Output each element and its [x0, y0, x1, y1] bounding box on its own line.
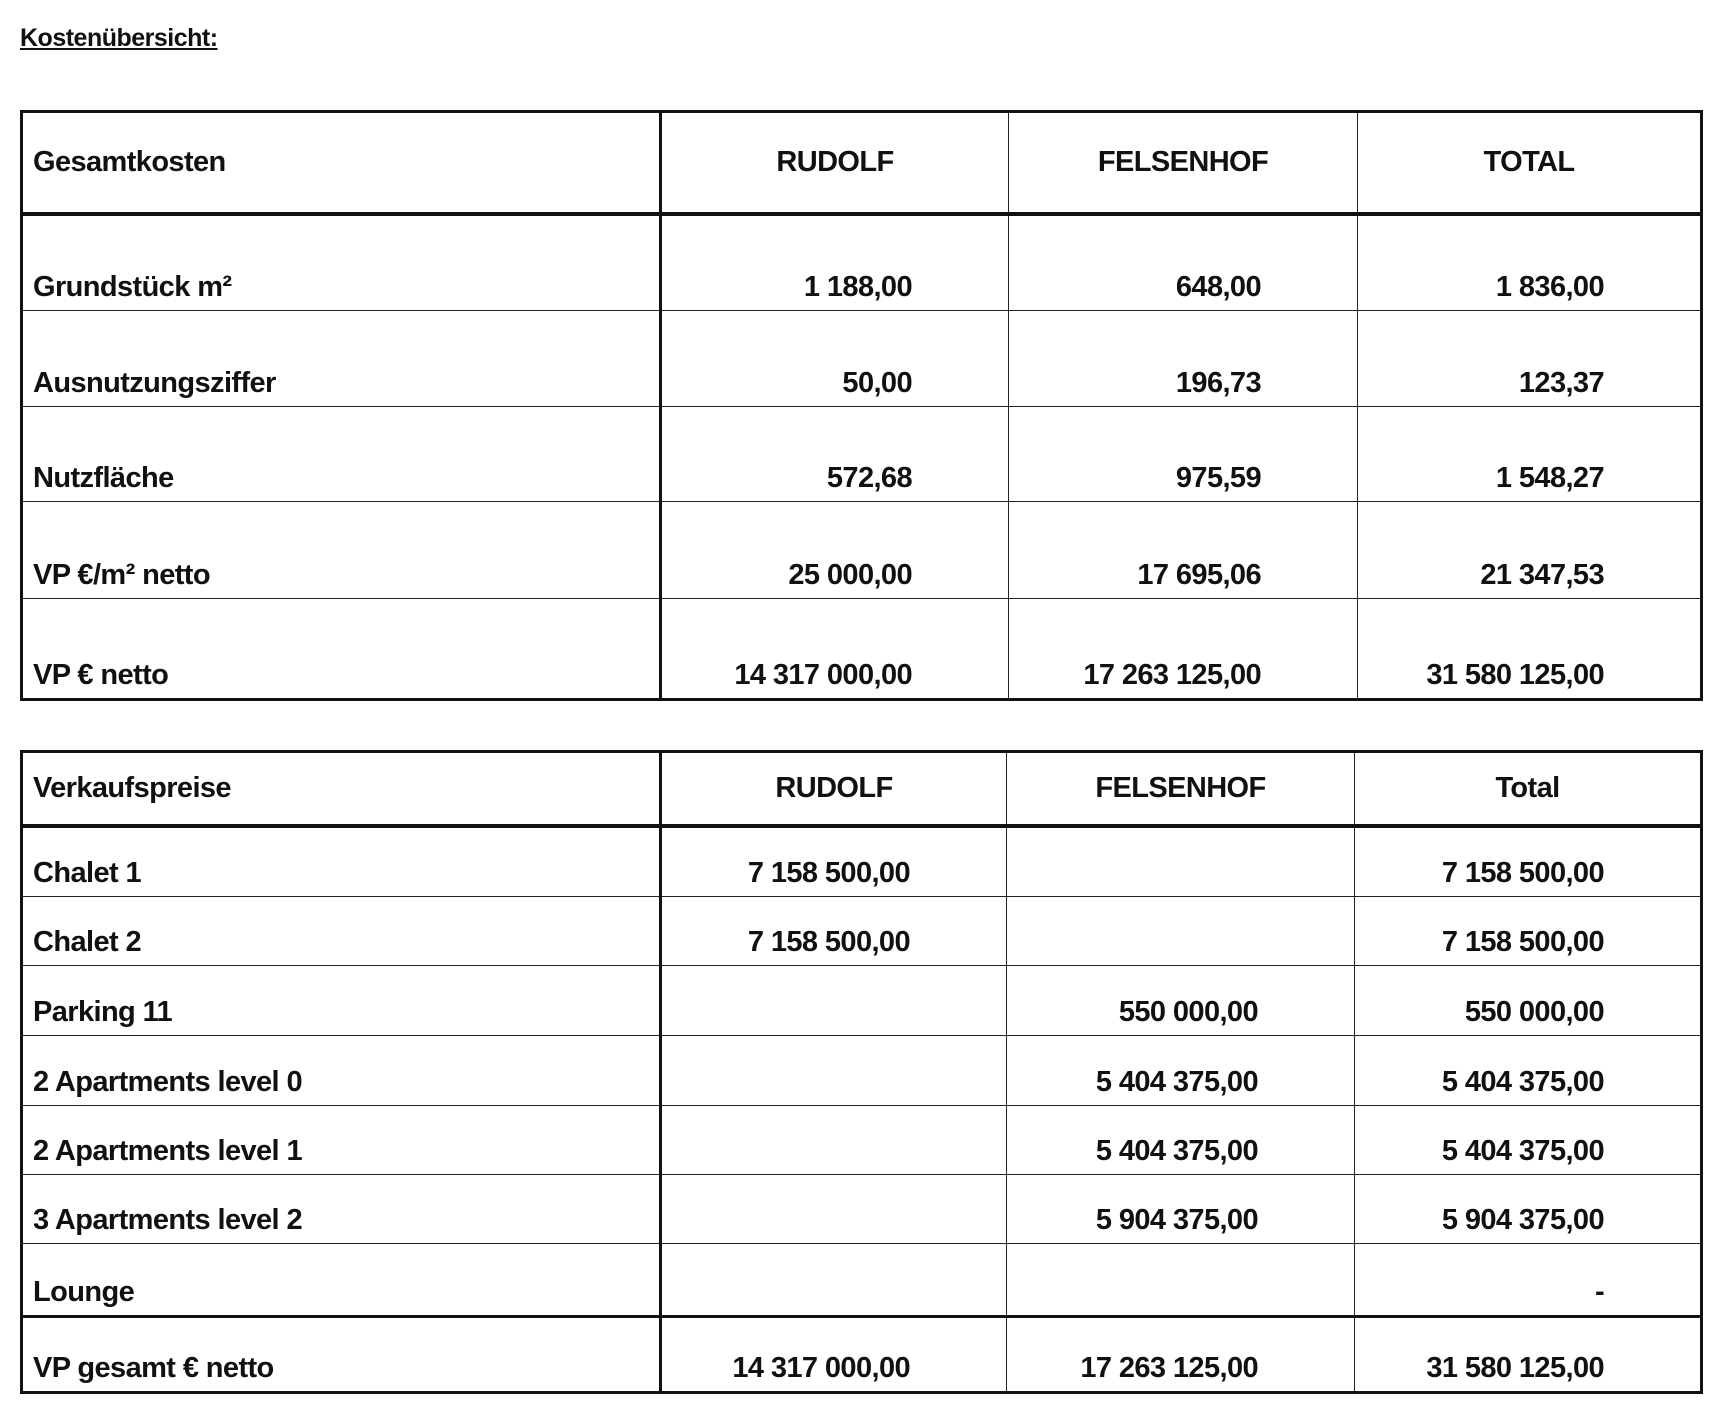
table-row — [22, 1106, 1702, 1175]
cell: 7 158 500,00 — [1355, 897, 1702, 966]
row-label: Ausnutzungsziffer — [22, 311, 661, 407]
header-cell: RUDOLF — [661, 112, 1009, 214]
cell: 1 836,00 — [1358, 214, 1702, 311]
cell: 17 263 125,00 — [1009, 599, 1358, 700]
header-cell: TOTAL — [1358, 112, 1702, 214]
cell: 14 317 000,00 — [661, 1317, 1007, 1393]
table-header-row — [22, 752, 1702, 826]
cell: 196,73 — [1009, 311, 1358, 407]
header-cell: Verkaufspreise — [22, 752, 661, 826]
table-row — [22, 214, 1702, 311]
cell: 648,00 — [1009, 214, 1358, 311]
cell: 572,68 — [661, 407, 1009, 502]
cell: 975,59 — [1009, 407, 1358, 502]
header-cell: RUDOLF — [661, 752, 1007, 826]
cost-overview-table — [20, 110, 1703, 701]
row-label: 2 Apartments level 0 — [22, 1036, 661, 1106]
header-cell: Total — [1355, 752, 1702, 826]
cell: 550 000,00 — [1007, 966, 1355, 1036]
header-cell: FELSENHOF — [1009, 112, 1358, 214]
table-row — [22, 966, 1702, 1036]
table-row — [22, 1244, 1702, 1317]
row-label: Grundstück m² — [22, 214, 661, 311]
row-label: VP € netto — [22, 599, 661, 700]
cell: 1 548,27 — [1358, 407, 1702, 502]
header-cell: FELSENHOF — [1007, 752, 1355, 826]
row-label: Chalet 1 — [22, 826, 661, 897]
cell: 5 904 375,00 — [1007, 1175, 1355, 1244]
table-row — [22, 1036, 1702, 1106]
sales-prices-table — [20, 750, 1703, 1394]
row-label: 3 Apartments level 2 — [22, 1175, 661, 1244]
table-row — [22, 311, 1702, 407]
row-label: Chalet 2 — [22, 897, 661, 966]
page-title: Kostenübersicht: — [20, 24, 218, 52]
cell: 1 188,00 — [661, 214, 1009, 311]
cell: 25 000,00 — [661, 502, 1009, 599]
cell: 31 580 125,00 — [1358, 599, 1702, 700]
cell: 5 404 375,00 — [1007, 1036, 1355, 1106]
cell: 5 904 375,00 — [1355, 1175, 1702, 1244]
cell: 5 404 375,00 — [1355, 1036, 1702, 1106]
cell: 21 347,53 — [1358, 502, 1702, 599]
table-row — [22, 407, 1702, 502]
cell — [661, 1036, 1007, 1106]
total-row — [22, 1317, 1702, 1393]
cell: 17 263 125,00 — [1007, 1317, 1355, 1393]
table-row — [22, 897, 1702, 966]
row-label: Nutzfläche — [22, 407, 661, 502]
cell: 5 404 375,00 — [1007, 1106, 1355, 1175]
table-row — [22, 502, 1702, 599]
cell — [1007, 1244, 1355, 1317]
cell: 14 317 000,00 — [661, 599, 1009, 700]
row-label: VP gesamt € netto — [22, 1317, 661, 1393]
cell — [661, 1106, 1007, 1175]
cell — [661, 1244, 1007, 1317]
table-row — [22, 826, 1702, 897]
cell: - — [1355, 1244, 1702, 1317]
cell: 7 158 500,00 — [661, 897, 1007, 966]
cell: 7 158 500,00 — [661, 826, 1007, 897]
cell: 123,37 — [1358, 311, 1702, 407]
table-row — [22, 1175, 1702, 1244]
header-cell: Gesamtkosten — [22, 112, 661, 214]
cell — [1007, 826, 1355, 897]
cell: 31 580 125,00 — [1355, 1317, 1702, 1393]
table-header-row — [22, 112, 1702, 214]
cell: 50,00 — [661, 311, 1009, 407]
cell: 5 404 375,00 — [1355, 1106, 1702, 1175]
cell: 550 000,00 — [1355, 966, 1702, 1036]
cell: 7 158 500,00 — [1355, 826, 1702, 897]
row-label: Parking 11 — [22, 966, 661, 1036]
row-label: 2 Apartments level 1 — [22, 1106, 661, 1175]
cell — [661, 966, 1007, 1036]
table-row — [22, 599, 1702, 700]
row-label: VP €/m² netto — [22, 502, 661, 599]
cell: 17 695,06 — [1009, 502, 1358, 599]
cell — [661, 1175, 1007, 1244]
cell — [1007, 897, 1355, 966]
row-label: Lounge — [22, 1244, 661, 1317]
